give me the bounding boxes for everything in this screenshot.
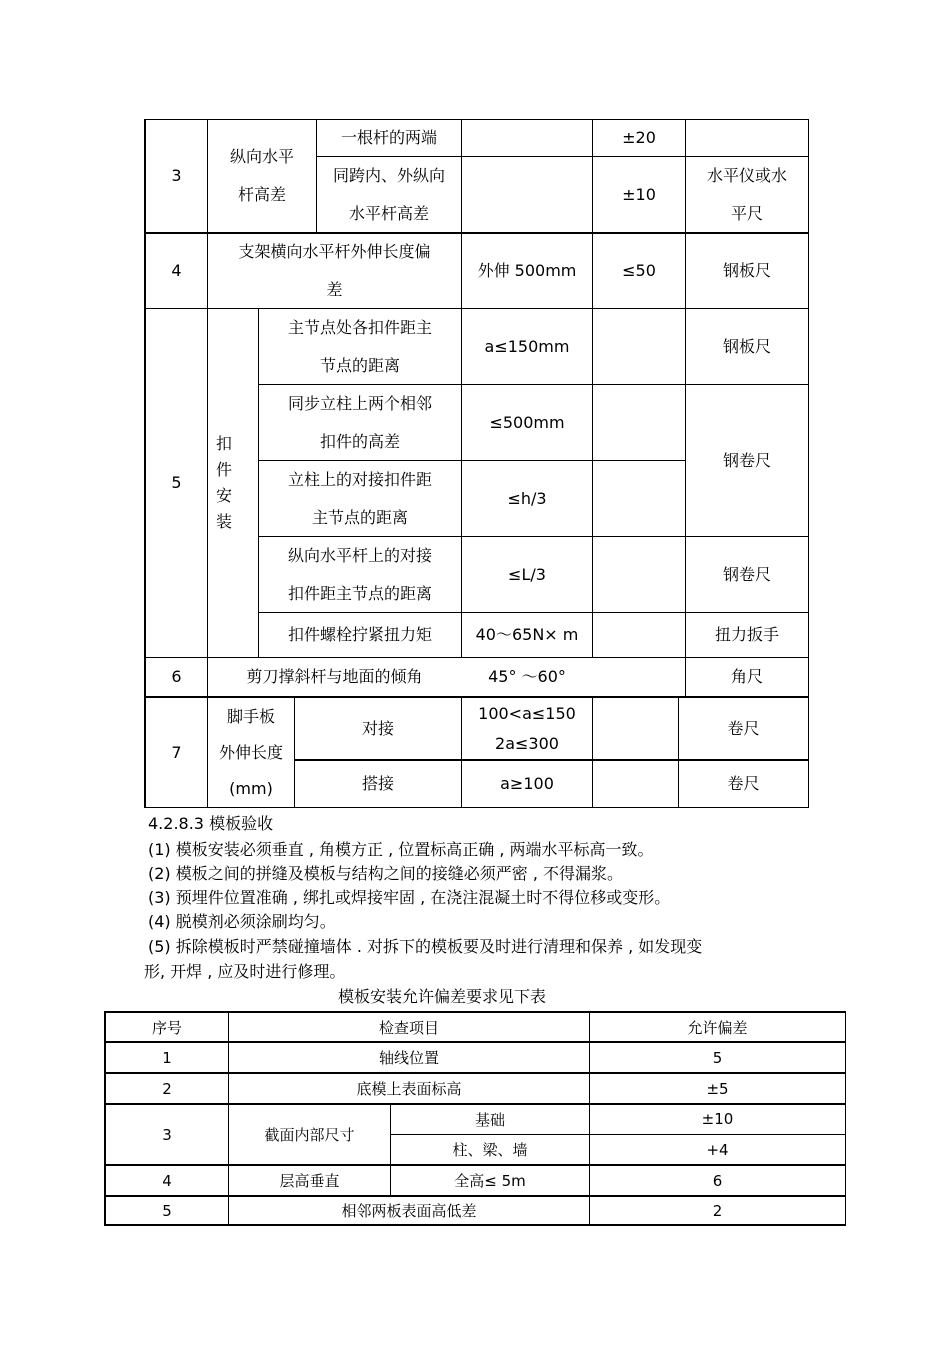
check-item: 相邻两板表面高低差 — [341, 1202, 477, 1220]
row-number: 4 — [171, 261, 182, 280]
check-tool: 水平仪或水 平尺 — [706, 165, 787, 223]
check-item: 剪刀撑斜杆与地面的倾角 — [246, 667, 423, 686]
check-item: 支架横向水平杆外伸长度偏 差 — [238, 242, 431, 299]
paragraph-item: (2) 模板之间的拼缝及模板与结构之间的接缝必须严密 , 不得漏浆。 — [148, 864, 624, 883]
header-no: 序号 — [151, 1019, 182, 1037]
condition: ≤h/3 — [507, 488, 547, 508]
paragraph-item: (4) 脱模剂必须涂刷均匀。 — [148, 912, 336, 931]
condition: 100<a≤150 2a≤300 — [478, 703, 576, 753]
check-tool: 角尺 — [730, 667, 763, 686]
tolerance: +4 — [706, 1141, 729, 1159]
check-item: 底模上表面标高 — [356, 1080, 462, 1098]
tolerance: ≤50 — [622, 261, 656, 280]
row-number: 4 — [162, 1172, 172, 1190]
sub-item: 柱、梁、墙 — [452, 1141, 528, 1159]
table-caption: 模板安装允许偏差要求见下表 — [338, 987, 547, 1006]
check-tool: 卷尺 — [727, 774, 760, 793]
condition: 外伸 500mm — [477, 261, 577, 280]
paragraph-item: (1) 模板安装必须垂直 , 角模方正 , 位置标高正确 , 两端水平标高一致。 — [148, 840, 654, 859]
condition: ≤L/3 — [508, 564, 546, 584]
check-tool: 扭力扳手 — [714, 625, 779, 644]
tolerance: ±20 — [622, 128, 656, 147]
header-tolerance: 允许偏差 — [687, 1019, 748, 1037]
paragraph-item: (5) 拆除模板时严禁碰撞墙体 . 对拆下的模板要及时进行清理和保养 , 如发现变 — [148, 937, 703, 956]
condition: 45° ～60° — [488, 667, 566, 686]
tolerance: ±10 — [622, 184, 656, 204]
row-number: 7 — [171, 742, 182, 762]
section-heading: 4.2.8.3 模板验收 — [148, 814, 274, 833]
sub-item: 全高≤ 5m — [454, 1172, 526, 1190]
row-number: 5 — [171, 473, 182, 492]
sub-item: 立柱上的对接扣件距 主节点的距离 — [287, 469, 432, 527]
sub-item: 同步立柱上两个相邻 扣件的高差 — [287, 393, 432, 451]
sub-item: 纵向水平杆上的对接 扣件距主节点的距离 — [287, 545, 432, 603]
check-tool: 钢卷尺 — [722, 564, 771, 584]
row-number: 6 — [171, 667, 182, 686]
row-number: 1 — [162, 1049, 172, 1067]
paragraph-item: (3) 预埋件位置准确 , 绑扎或焊接牢固 , 在浇注混凝土时不得位移或变形。 — [148, 888, 671, 907]
condition: a≤150mm — [484, 336, 570, 356]
check-item: 轴线位置 — [378, 1049, 439, 1067]
check-item: 层高垂直 — [279, 1172, 340, 1190]
row-number: 3 — [162, 1126, 172, 1144]
check-item: 脚手板 外伸长度 (mm) — [218, 706, 283, 798]
condition: ≤500mm — [489, 412, 565, 432]
sub-item: 一根杆的两端 — [340, 128, 437, 147]
row-number: 5 — [162, 1202, 172, 1220]
tolerance: 2 — [712, 1202, 723, 1220]
check-tool: 卷尺 — [727, 718, 760, 738]
sub-item: 基础 — [474, 1110, 505, 1129]
check-tool: 钢卷尺 — [722, 450, 771, 470]
row-number: 2 — [162, 1080, 172, 1098]
tolerance: ±5 — [706, 1080, 729, 1098]
row-number: 3 — [171, 166, 182, 185]
header-item: 检查项目 — [378, 1019, 439, 1037]
check-item: 纵向水平 杆高差 — [229, 147, 294, 204]
check-item: 截面内部尺寸 — [264, 1126, 355, 1144]
sub-item: 主节点处各扣件距主 节点的距离 — [287, 317, 432, 375]
condition: a≥100 — [500, 774, 554, 793]
paragraph-continuation: 形, 开焊 , 应及时进行修理。 — [144, 962, 346, 981]
check-tool: 钢板尺 — [722, 261, 771, 280]
tolerance: 5 — [712, 1049, 723, 1067]
sub-item: 搭接 — [361, 774, 394, 793]
tolerance: ±10 — [701, 1110, 734, 1128]
sub-item: 对接 — [361, 718, 394, 738]
sub-item: 同跨内、外纵向 水平杆高差 — [332, 165, 445, 223]
sub-item: 扣件螺栓拧紧扭力矩 — [287, 625, 432, 644]
check-item-group: 扣 件 安 装 — [215, 434, 232, 531]
tolerance: 6 — [712, 1172, 723, 1190]
condition: 40～65N× m — [475, 625, 579, 644]
check-tool: 钢板尺 — [722, 336, 771, 356]
